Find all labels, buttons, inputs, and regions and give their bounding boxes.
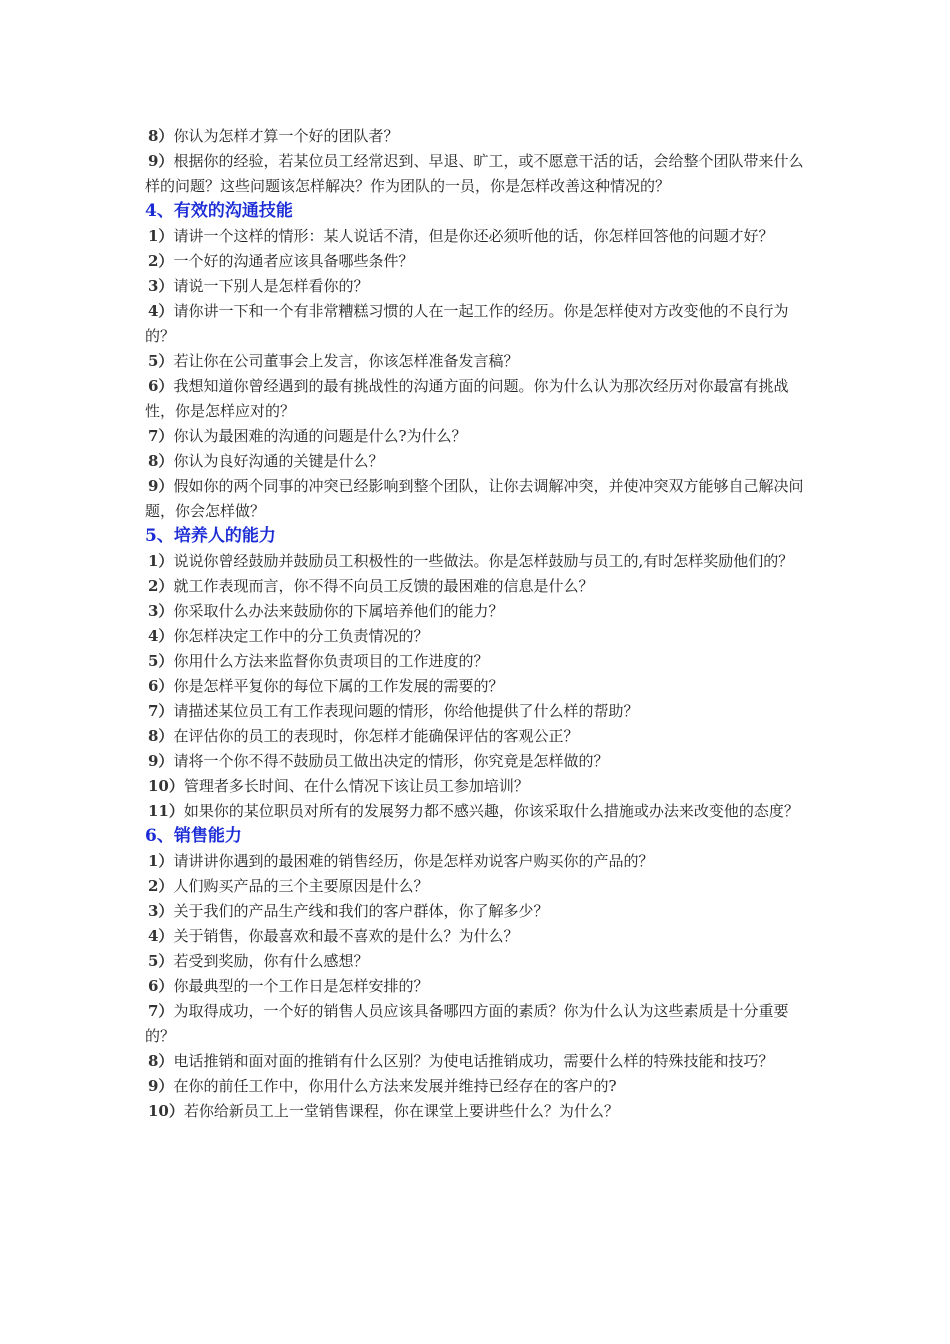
question-item [145, 1074, 815, 1099]
question-text: 关于销售，你最喜欢和最不喜欢的是什么？为什么？ [173, 927, 519, 945]
question-number: 3） [148, 602, 174, 620]
question-number: 9） [148, 752, 174, 770]
question-text: 你采取什么办法来鼓励你的下属培养他们的能力？ [173, 602, 504, 620]
question-text: 请你讲一下和一个有非常糟糕习惯的人在一起工作的经历。你是怎样使对方改变他的不良行为的？ [145, 302, 789, 345]
question-item [145, 849, 815, 874]
question-text: 你认为怎样才算一个好的团队者？ [173, 127, 399, 145]
question-item [145, 924, 815, 949]
question-number: 5） [148, 952, 174, 970]
question-number: 10） [148, 1102, 184, 1120]
question-item [145, 474, 815, 524]
question-item [145, 549, 815, 574]
question-text: 若你给新员工上一堂销售课程，你在课堂上要讲些什么？为什么？ [183, 1102, 619, 1120]
question-item [145, 574, 815, 599]
question-number: 1） [148, 852, 174, 870]
question-number: 6） [148, 977, 174, 995]
question-item [145, 274, 815, 299]
question-text: 你用什么方法来监督你负责项目的工作进度的？ [173, 652, 489, 670]
question-text: 你最典型的一个工作日是怎样安排的？ [173, 977, 429, 995]
question-number: 3） [148, 902, 174, 920]
question-number: 2） [148, 252, 174, 270]
question-item [145, 674, 815, 699]
question-text: 如果你的某位职员对所有的发展努力都不感兴趣，你该采取什么措施或办法来改变他的态度？ [183, 802, 799, 820]
section-heading: 6、销售能力 [145, 826, 242, 846]
question-text: 我想知道你曾经遇到的最有挑战性的沟通方面的问题。你为什么认为那次经历对你最富有挑战性，你是怎样应对的？ [145, 377, 789, 420]
question-item [145, 999, 815, 1049]
question-number: 4） [148, 927, 174, 945]
question-text: 在你的前任工作中，你用什么方法来发展并维持已经存在的客户的? [173, 1077, 617, 1095]
question-number: 1） [148, 552, 174, 570]
question-text: 请描述某位员工有工作表现问题的情形，你给他提供了什么样的帮助？ [173, 702, 639, 720]
question-text: 就工作表现而言，你不得不向员工反馈的最困难的信息是什么？ [173, 577, 594, 595]
question-item [145, 649, 815, 674]
question-text: 人们购买产品的三个主要原因是什么？ [173, 877, 429, 895]
question-number: 9） [148, 477, 174, 495]
question-item [145, 449, 815, 474]
question-item [145, 299, 815, 349]
question-text: 你认为最困难的沟通的问题是什么?为什么？ [173, 427, 467, 445]
question-text: 关于我们的产品生产线和我们的客户群体，你了解多少？ [173, 902, 549, 920]
question-text: 一个好的沟通者应该具备哪些条件？ [173, 252, 414, 270]
question-number: 11） [148, 802, 184, 820]
question-number: 7） [148, 702, 174, 720]
question-number: 8） [148, 127, 174, 145]
question-number: 9） [148, 1077, 174, 1095]
section-heading: 5、培养人的能力 [145, 526, 276, 546]
question-text: 你是怎样平复你的每位下属的工作发展的需要的？ [173, 677, 504, 695]
question-text: 请说一下别人是怎样看你的？ [173, 277, 369, 295]
question-number: 5） [148, 352, 174, 370]
question-text: 说说你曾经鼓励并鼓励员工积极性的一些做法。你是怎样鼓励与员工的,有时怎样奖励他们的？ [173, 552, 794, 570]
question-number: 2） [148, 877, 174, 895]
question-item [145, 749, 815, 774]
question-text: 若让你在公司董事会上发言，你该怎样准备发言稿？ [173, 352, 519, 370]
question-number: 7） [148, 427, 174, 445]
question-item [145, 1099, 815, 1124]
question-item [145, 149, 815, 199]
question-item [145, 124, 815, 149]
question-text: 为取得成功，一个好的销售人员应该具备哪四方面的素质？你为什么认为这些素质是十分重要的？ [145, 1002, 789, 1045]
question-text: 你认为良好沟通的关键是什么？ [173, 452, 384, 470]
question-number: 9） [148, 152, 174, 170]
question-number: 8） [148, 1052, 174, 1070]
question-number: 8） [148, 452, 174, 470]
question-item [145, 874, 815, 899]
question-item [145, 624, 815, 649]
question-number: 10） [148, 777, 184, 795]
question-item [145, 599, 815, 624]
question-number: 6） [148, 677, 174, 695]
question-text: 管理者多长时间、在什么情况下该让员工参加培训？ [183, 777, 529, 795]
question-text: 假如你的两个同事的冲突已经影响到整个团队，让你去调解冲突，并使冲突双方能够自己解决问题，你会怎样做？ [145, 477, 804, 520]
question-text: 电话推销和面对面的推销有什么区别？为使电话推销成功，需要什么样的特殊技能和技巧？ [173, 1052, 774, 1070]
question-text: 若受到奖励，你有什么感想？ [173, 952, 369, 970]
question-item [145, 349, 815, 374]
question-number: 3） [148, 277, 174, 295]
section-heading: 4、有效的沟通技能 [145, 201, 293, 221]
question-text: 请讲一个这样的情形：某人说话不清，但是你还必须听他的话，你怎样回答他的问题才好？ [173, 227, 774, 245]
document-body [145, 124, 815, 1124]
question-item [145, 724, 815, 749]
question-text: 在评估你的员工的表现时，你怎样才能确保评估的客观公正？ [173, 727, 579, 745]
question-text: 你怎样决定工作中的分工负责情况的？ [173, 627, 429, 645]
question-item [145, 249, 815, 274]
question-item [145, 1049, 815, 1074]
question-number: 4） [148, 302, 174, 320]
question-item [145, 949, 815, 974]
question-item [145, 224, 815, 249]
question-text: 请讲讲你遇到的最困难的销售经历，你是怎样劝说客户购买你的产品的？ [173, 852, 654, 870]
question-item [145, 424, 815, 449]
question-item [145, 974, 815, 999]
question-item [145, 699, 815, 724]
question-number: 7） [148, 1002, 174, 1020]
question-number: 1） [148, 227, 174, 245]
question-number: 4） [148, 627, 174, 645]
question-item [145, 374, 815, 424]
question-number: 2） [148, 577, 174, 595]
question-number: 5） [148, 652, 174, 670]
question-item [145, 774, 815, 799]
question-text: 根据你的经验，若某位员工经常迟到、早退、旷工，或不愿意干活的话，会给整个团队带来什么样的问题？这些问题该怎样解决？作为团队的一员，你是怎样改善这种情况的？ [145, 152, 804, 195]
question-item [145, 799, 815, 824]
question-number: 8） [148, 727, 174, 745]
question-text: 请将一个你不得不鼓励员工做出决定的情形，你究竟是怎样做的？ [173, 752, 609, 770]
question-item [145, 899, 815, 924]
question-number: 6） [148, 377, 174, 395]
